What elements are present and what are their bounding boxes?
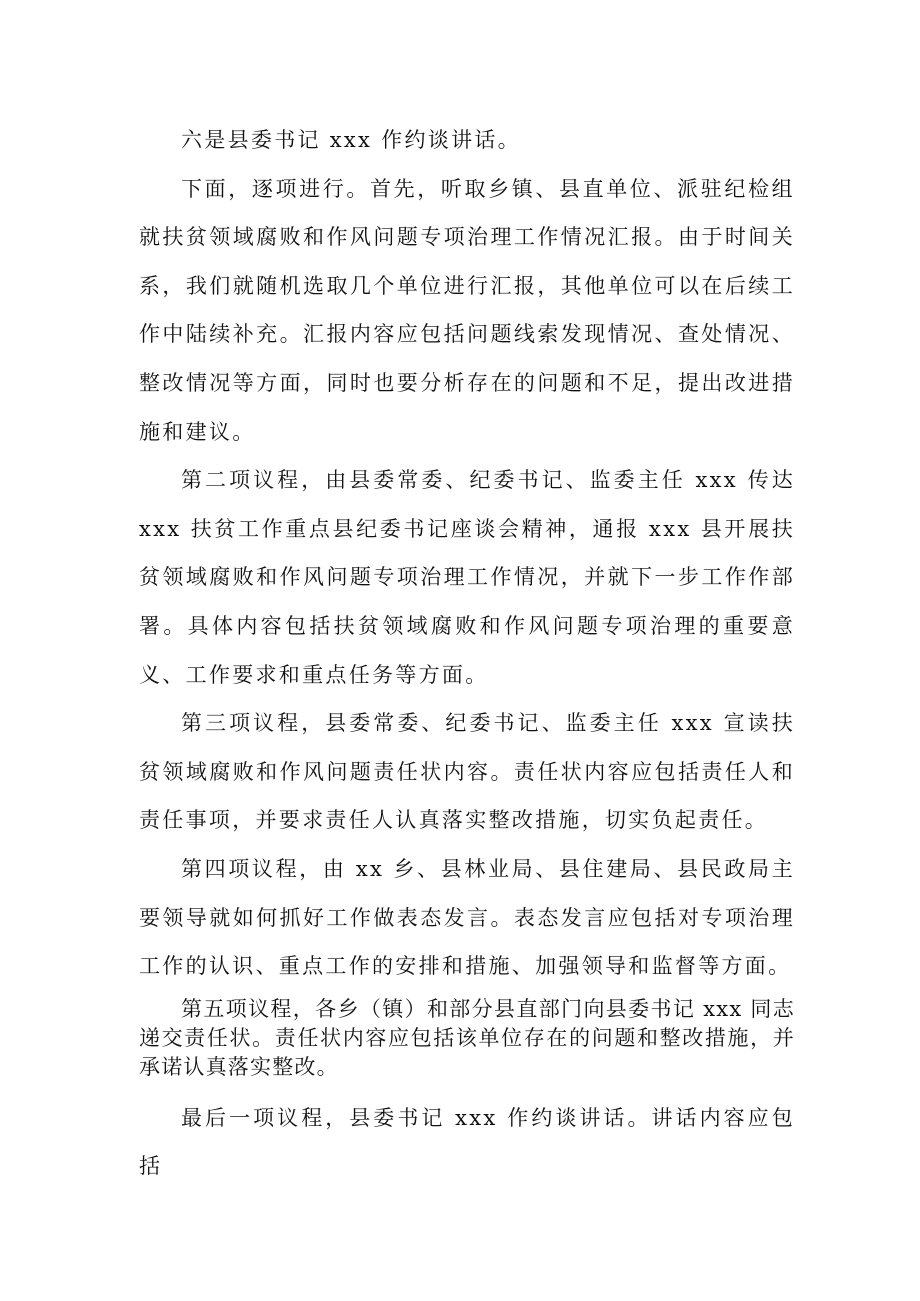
paragraph-fifth-item: 第五项议程，各乡（镇）和部分县直部门向县委书记 xxx 同志递交责任状。责任状内容应包括该单位存在的问题和整改措施，并承诺认真落实整改。 xyxy=(139,996,795,1079)
document-body xyxy=(139,116,795,1191)
paragraph-reports: 下面，逐项进行。首先，听取乡镇、县直单位、派驻纪检组就扶贫领域腐败和作风问题专项治理工作情况汇报。由于时间关系，我们就随机选取几个单位进行汇报，其他单位可以在后续工作中陆续补充。汇报内容应包括问题线索发现情况、查处情况、整改情况等方面，同时也要分析存在的问题和不足，提出改进措施和建议。 xyxy=(139,176,795,444)
paragraph-second-item: 第二项议程，由县委常委、纪委书记、监委主任 xxx 传达 xxx 扶贫工作重点县纪委书记座谈会精神，通报 xxx 县开展扶贫领域腐败和作风问题专项治理工作情况，并就下一步工作作部署。具体内容包括扶贫领域腐败和作风问题专项治理的重要意义、工作要求和重点任务等方面。 xyxy=(139,468,795,687)
paragraph-third-item: 第三项议程，县委常委、纪委书记、监委主任 xxx 宣读扶贫领域腐败和作风问题责任状内容。责任状内容应包括责任人和责任事项，并要求责任人认真落实整改措施，切实负起责任。 xyxy=(139,711,795,833)
paragraph-agenda-six: 六是县委书记 xxx 作约谈讲话。 xyxy=(181,128,521,152)
paragraph-fourth-item: 第四项议程，由 xx 乡、县林业局、县住建局、县民政局主要领导就如何抓好工作做表态发言。表态发言应包括对专项治理工作的认识、重点工作的安排和措施、加强领导和监督等方面。 xyxy=(139,856,795,979)
paragraph-final-item: 最后一项议程，县委书记 xxx 作约谈讲话。讲话内容应包括 xyxy=(139,1105,795,1179)
